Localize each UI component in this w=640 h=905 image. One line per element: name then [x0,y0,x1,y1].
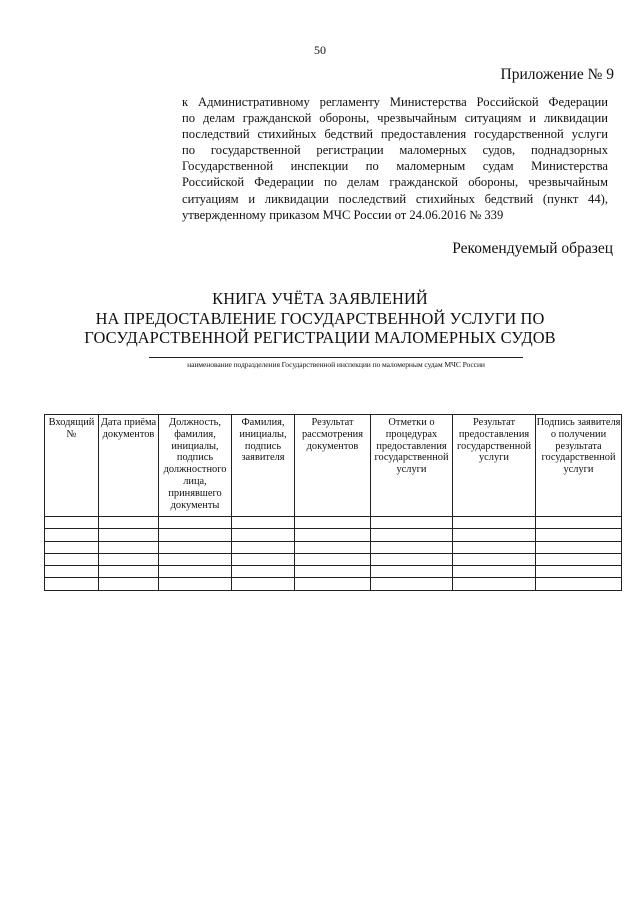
table-cell [371,529,453,541]
column-header-official: Должность, фамилия, инициалы, подпись должностного лица, принявшего документы [159,415,232,517]
table-row [45,566,622,578]
table-row [45,553,622,565]
table-cell [232,566,295,578]
column-header-receipt-signature: Подпись заявителя о получении результата государственной услуги [536,415,622,517]
table-cell [371,553,453,565]
table-cell [232,517,295,529]
table-cell [295,566,371,578]
table-cell [295,578,371,590]
table-cell [453,529,536,541]
table-cell [99,566,159,578]
table-cell [45,566,99,578]
table-cell [536,578,622,590]
table-cell [453,566,536,578]
table-cell [232,553,295,565]
table-cell [536,529,622,541]
appendix-line: Российской Федерации по делам гражданской обороны, чрезвычайным [182,175,608,190]
table-cell [99,517,159,529]
appendix-line: последствий стихийных бедствий предоставления государственной услуги [182,127,608,142]
table-cell [371,541,453,553]
appendix-line: по государственной регистрации маломерных судов, поднадзорных [182,143,608,158]
table-cell [453,553,536,565]
appendix-line: по делам гражданской обороны, чрезвычайным ситуациям и ликвидации [182,111,608,126]
table-cell [453,578,536,590]
appendix-line: Государственной инспекции по маломерным судам Министерства [182,159,608,174]
table-cell [99,529,159,541]
table-cell [45,517,99,529]
column-header-incoming-number: Входящий № [45,415,99,517]
appendix-line: ситуациям и ликвидации последствий стихийных бедствий (пункт 44), [182,191,608,206]
table-cell [453,517,536,529]
page-number: 50 [314,43,326,57]
title-line: НА ПРЕДОСТАВЛЕНИЕ ГОСУДАРСТВЕННОЙ УСЛУГИ ПО [95,308,545,328]
table-cell [536,517,622,529]
table-cell [295,529,371,541]
table-cell [159,541,232,553]
appendix-number: Приложение № 9 [500,66,614,83]
table-cell [295,517,371,529]
table-cell [536,566,622,578]
document-title [0,289,640,348]
table-cell [45,553,99,565]
table-cell [99,553,159,565]
appendix-description [182,94,608,223]
appendix-line: к Административному регламенту Министерства Российской Федерации [182,95,608,109]
table-cell [159,529,232,541]
table-cell [371,566,453,578]
appendix-line: утвержденному приказом МЧС России от 24.06.2016 № 339 [182,207,504,222]
table-cell [536,541,622,553]
table-cell [232,529,295,541]
table-cell [453,541,536,553]
table-cell [159,553,232,565]
table-cell [159,517,232,529]
table-body [45,517,622,591]
table-cell [159,578,232,590]
table-cell [159,566,232,578]
recommended-sample-label: Рекомендуемый образец [452,240,613,257]
column-header-procedure-notes: Отметки о процедурах предоставления государственной услуги [371,415,453,517]
title-line: ГОСУДАРСТВЕННОЙ РЕГИСТРАЦИИ МАЛОМЕРНЫХ СУДОВ [84,328,556,347]
title-line: КНИГА УЧЁТА ЗАЯВЛЕНИЙ [212,289,428,308]
column-header-acceptance-date: Дата приёма документов [99,415,159,517]
subdivision-fill-line [149,357,523,358]
table-header-row [45,415,622,517]
column-header-service-result: Результат предоставления государственной услуги [453,415,536,517]
table-cell [45,541,99,553]
column-header-review-result: Результат рассмотрения документов [295,415,371,517]
table-cell [232,541,295,553]
table-cell [536,553,622,565]
table-cell [232,578,295,590]
table-row [45,529,622,541]
table-cell [99,541,159,553]
table-cell [371,578,453,590]
table-cell [295,541,371,553]
table-row [45,578,622,590]
table-row [45,517,622,529]
table-cell [45,529,99,541]
table-cell [371,517,453,529]
table-cell [99,578,159,590]
table-cell [295,553,371,565]
column-header-applicant: Фамилия, инициалы, подпись заявителя [232,415,295,517]
table-cell [45,578,99,590]
subdivision-caption: наименование подразделения Государственной инспекции по маломерным судам МЧС России [187,360,485,369]
applications-register-table [44,414,622,591]
table-row [45,541,622,553]
